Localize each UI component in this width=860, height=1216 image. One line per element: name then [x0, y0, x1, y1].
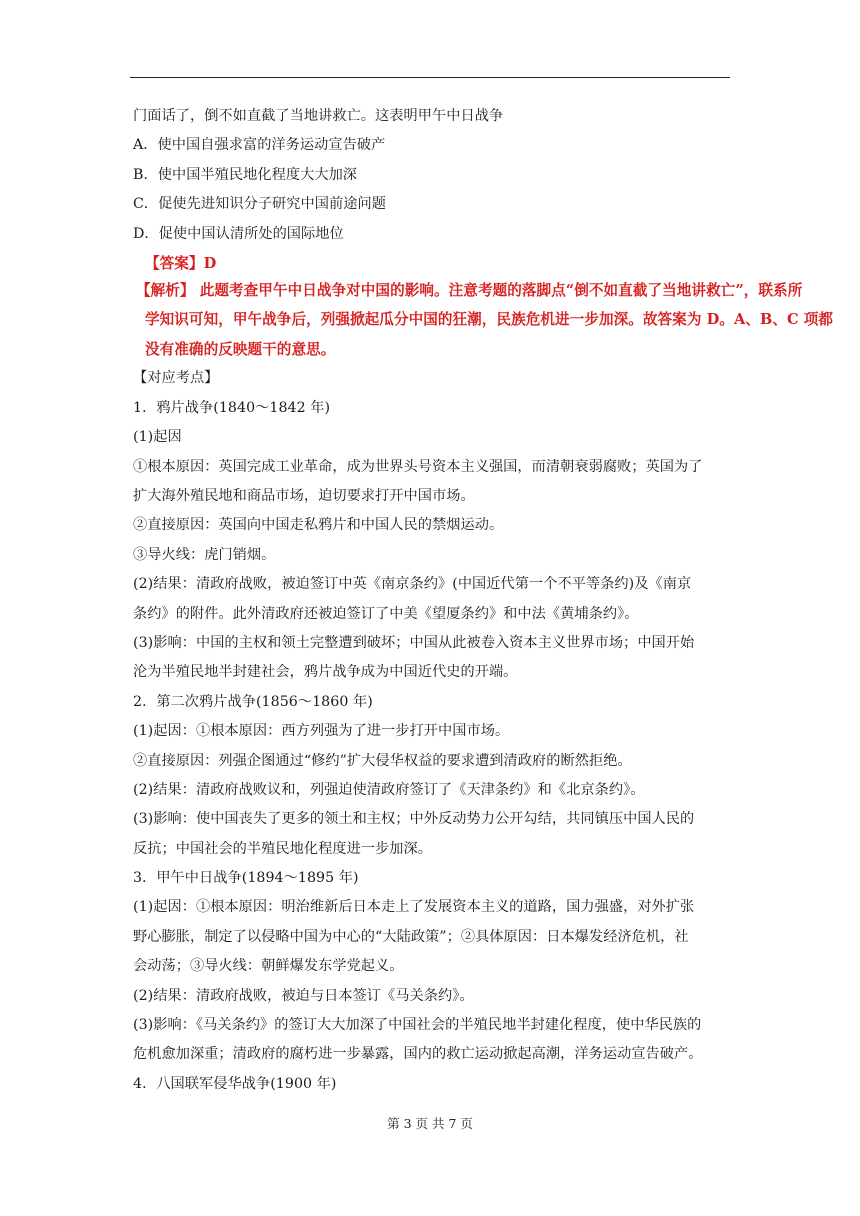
section-heading: 【对应考点】: [133, 370, 219, 387]
body-line: (2)结果：清政府战败议和，列强迫使清政府签订了《天津条约》和《北京条约》。: [133, 781, 645, 798]
topic-heading-1: 1．鸦片战争(1840～1842 年): [133, 399, 331, 416]
body-line: ①根本原因：英国完成工业革命，成为世界头号资本主义强国，而清朝衰弱腐败；英国为了: [133, 458, 703, 475]
body-line: (3)影响：《马关条约》的签订大大加深了中国社会的半殖民地半封建化程度，使中华民族的: [133, 1017, 702, 1034]
body-line: (3)影响：中国的主权和领土完整遭到破坏；中国从此被卷入资本主义世界市场；中国开始: [133, 634, 695, 651]
topic-heading-4: 4．八国联军侵华战争(1900 年): [133, 1075, 337, 1092]
option-c: C．促使先进知识分子研究中国前途问题: [133, 196, 386, 213]
body-line: 危机愈加深重；清政府的腐朽进一步暴露，国内的救亡运动掀起高潮，洋务运动宣告破产。: [133, 1046, 703, 1063]
body-line: (1)起因：①根本原因：西方列强为了进一步打开中国市场。: [133, 723, 510, 740]
page-footer: 第 3 页 共 7 页: [387, 1116, 473, 1131]
answer-section: [136, 251, 834, 365]
option-a: A．使中国自强求富的洋务运动宣告破产: [133, 137, 386, 154]
body-line: 野心膨胀，制定了以侵略中国为中心的“大陆政策”；②具体原因：日本爆发经济危机，社: [133, 928, 689, 945]
header-rule: [130, 77, 730, 78]
body-line: (2)结果：清政府战败，被迫与日本签订《马关条约》。: [133, 987, 474, 1004]
body-line: 沦为半殖民地半封建社会，鸦片战争成为中国近代史的开端。: [133, 664, 518, 681]
option-d: D．促使中国认清所处的国际地位: [133, 225, 344, 242]
body-line: (3)影响：使中国丧失了更多的领土和主权；中外反动势力公开勾结，共同镇压中国人民的: [133, 811, 695, 828]
body-line: 条约》的附件。此外清政府还被迫签订了中美《望厦条约》和中法《黄埔条约》。: [133, 605, 639, 622]
analysis-line-3: 没有准确的反映题干的意思。: [145, 340, 336, 358]
document-body: [133, 102, 834, 1099]
body-line: ③导火线：虎门销烟。: [133, 546, 276, 563]
option-b: B．使中国半殖民地化程度大大加深: [133, 166, 358, 183]
body-line: 扩大海外殖民地和商品市场，迫切要求打开中国市场。: [133, 488, 475, 505]
question-stem-tail: 门面话了，倒不如直截了当地讲救亡。这表明甲午中日战争: [133, 108, 504, 124]
body-line: ②直接原因：英国向中国走私鸦片和中国人民的禁烟运动。: [133, 517, 504, 534]
analysis-line-1: 【解析】 此题考查甲午中日战争对中国的影响。注意考题的落脚点“倒不如直截了当地讲救亡”，联系所: [136, 281, 803, 299]
body-line: (1)起因：①根本原因：明治维新后日本走上了发展资本主义的道路，国力强盛，对外扩张: [133, 899, 695, 916]
topic-heading-2: 2．第二次鸦片战争(1856～1860 年): [133, 693, 373, 710]
body-line: 会动荡；③导火线：朝鲜爆发东学党起义。: [133, 958, 404, 975]
body-line: ②直接原因：列强企图通过“修约”扩大侵华权益的要求遭到清政府的断然拒绝。: [133, 752, 632, 769]
analysis-line-2: 学知识可知，甲午战争后，列强掀起瓜分中国的狂潮，民族危机进一步加深。故答案为 D。A、B、C 项都: [145, 311, 834, 329]
body-line: (2)结果：清政府战败，被迫签订中英《南京条约》(中国近代第一个不平等条约)及《南京: [133, 576, 692, 593]
answer-label: 【答案】D: [145, 254, 217, 272]
body-line: 反抗；中国社会的半殖民地化程度进一步加深。: [133, 840, 432, 857]
topic-heading-3: 3．甲午中日战争(1894～1895 年): [133, 870, 359, 887]
body-line: (1)起因: [133, 429, 182, 446]
